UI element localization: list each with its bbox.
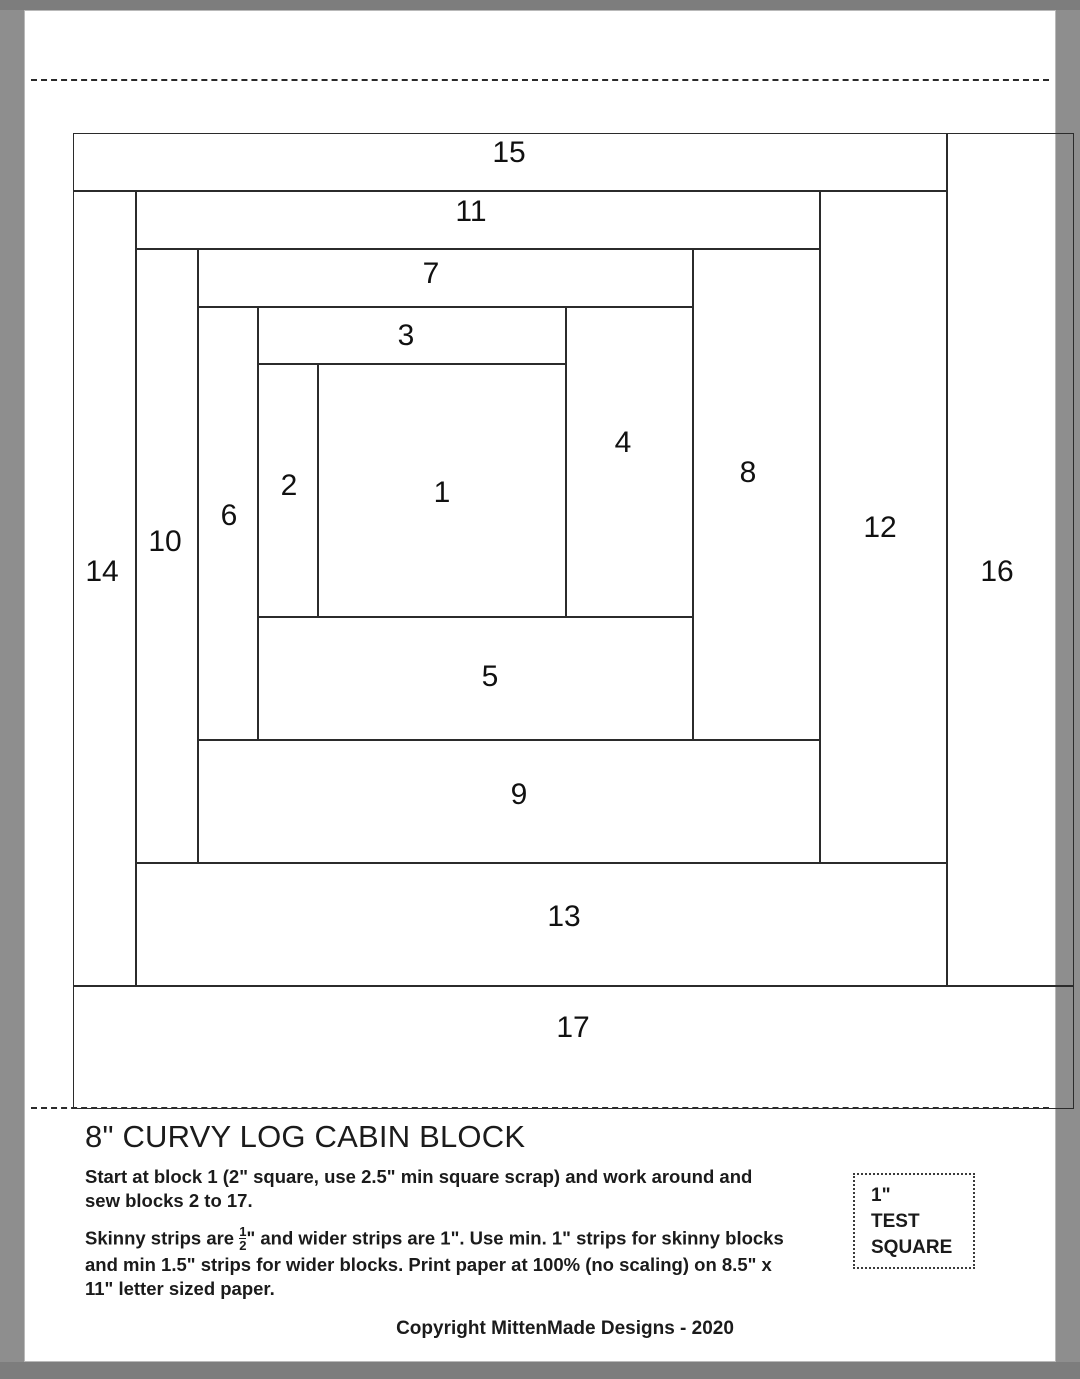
block-piece-7 xyxy=(198,249,693,307)
block-label-1: 1 xyxy=(433,476,451,509)
block-label-5: 5 xyxy=(481,660,499,693)
test-square-box xyxy=(853,1173,975,1269)
test-square-line2: TEST xyxy=(871,1211,920,1233)
block-label-6: 6 xyxy=(220,499,238,532)
block-label-7: 7 xyxy=(422,257,440,290)
test-square-line1: 1" xyxy=(871,1185,891,1206)
block-piece-9 xyxy=(198,740,820,863)
block-label-3: 3 xyxy=(397,319,415,352)
pattern-page xyxy=(24,10,1056,1362)
block-label-17: 17 xyxy=(556,1011,590,1044)
block-piece-4 xyxy=(566,307,693,617)
block-label-8: 8 xyxy=(739,456,757,489)
pattern-instructions xyxy=(85,1119,1015,1340)
block-label-16: 16 xyxy=(980,555,1014,588)
block-label-14: 14 xyxy=(85,555,119,588)
fraction-denominator: 2 xyxy=(239,1237,247,1253)
top-gray-strip xyxy=(0,0,1080,10)
block-label-10: 10 xyxy=(148,525,182,558)
fraction-one-half xyxy=(239,1225,246,1252)
log-cabin-block-diagram xyxy=(51,111,1033,1091)
block-piece-8 xyxy=(693,249,820,740)
block-label-9: 9 xyxy=(510,778,528,811)
block-piece-13 xyxy=(136,863,947,986)
block-label-12: 12 xyxy=(863,511,897,544)
test-square-line3: SQUARE xyxy=(871,1237,953,1259)
block-label-11: 11 xyxy=(455,195,487,228)
para2-before: Skinny strips are xyxy=(85,1227,240,1249)
block-label-2: 2 xyxy=(280,469,298,502)
para2-after: " and wider strips are 1". Use min. 1" strips for skinny blocks and min 1.5" strips for wider blocks. Print paper at 100% (no scaling) on 8.5" x 11" letter sized paper. xyxy=(85,1227,784,1300)
bottom-gray-strip xyxy=(0,1362,1080,1379)
block-piece-17 xyxy=(73,986,1074,1109)
trim-line-top xyxy=(31,79,1049,81)
copyright-notice: Copyright MittenMade Designs - 2020 xyxy=(396,1317,734,1339)
block-label-4: 4 xyxy=(614,426,632,459)
instruction-paragraph-1: Start at block 1 (2" square, use 2.5" min square scrap) and work around and sew blocks 2 to 17. xyxy=(85,1166,753,1212)
page-title: 8" CURVY LOG CABIN BLOCK xyxy=(85,1119,526,1154)
fraction-numerator: 1 xyxy=(239,1223,247,1239)
block-label-13: 13 xyxy=(547,900,581,933)
block-label-15: 15 xyxy=(492,136,526,169)
block-piece-5 xyxy=(258,617,693,740)
instruction-paragraph-2 xyxy=(85,1223,785,1302)
